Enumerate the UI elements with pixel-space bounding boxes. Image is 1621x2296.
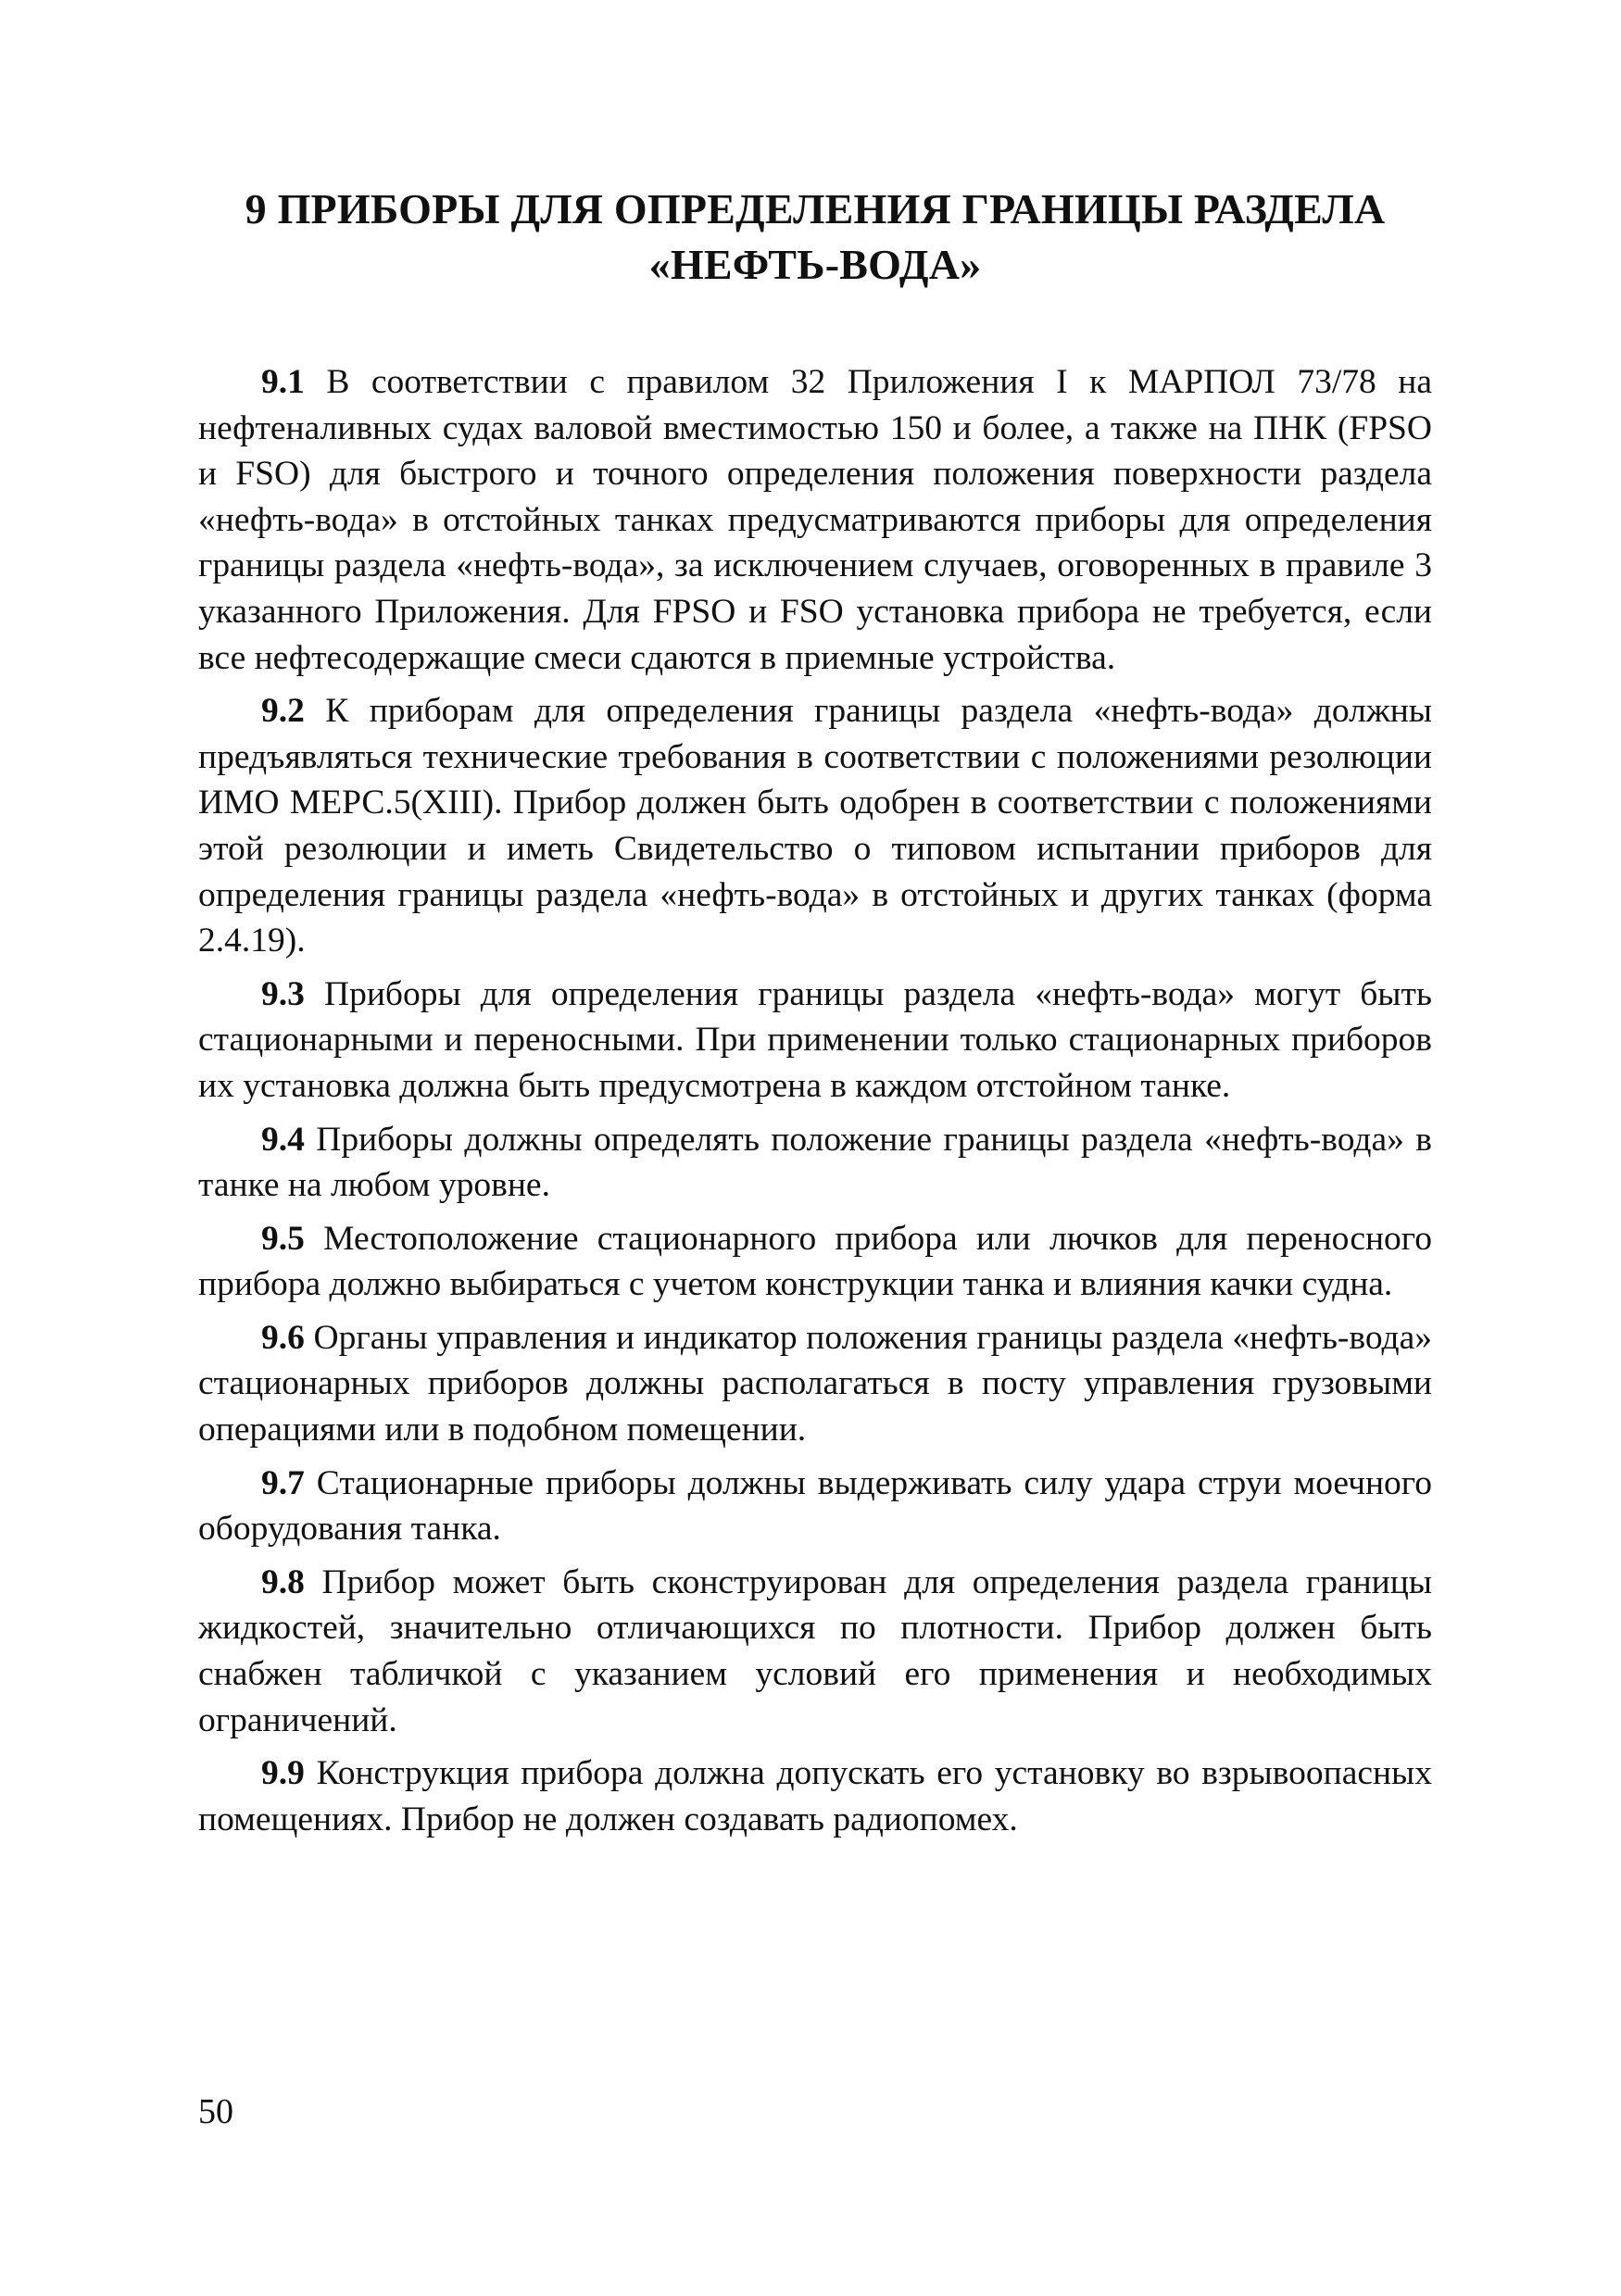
paragraph-number: 9.7 (261, 1463, 305, 1502)
page-number: 50 (198, 2092, 233, 2131)
paragraph-number: 9.2 (261, 692, 305, 731)
paragraph-number: 9.5 (261, 1219, 305, 1258)
paragraph-text: Приборы для определения границы раздела «нефть-вода» могут быть стационарными и переносными. При применении только стационарных приборов их установка должна быть предусмотрена в каждом отстойном танке. (198, 974, 1432, 1105)
section-heading-line-1: 9 ПРИБОРЫ ДЛЯ ОПРЕДЕЛЕНИЯ ГРАНИЦЫ РАЗДЕЛА (245, 185, 1386, 232)
paragraph-text: Конструкция прибора должна допускать его установку во взрывоопасных помещениях. Прибор не должен создавать радиопомех. (198, 1754, 1432, 1838)
section-heading-line-2: «НЕФТЬ-ВОДА» (648, 241, 982, 288)
paragraph-number: 9.9 (261, 1754, 305, 1793)
section-heading (195, 182, 1436, 293)
paragraph-9-2 (198, 688, 1432, 964)
paragraph-9-8 (198, 1560, 1432, 1743)
paragraph-text: В соответствии с правилом 32 Приложения I к МАРПОЛ 73/78 на нефтеналивных судах валовой вместимостью 150 и более, а также на ПНК (FPSO и FSO) для быстрого и точного определения положения поверхности раздела «нефть-вода» в отстойных танках предусматриваются приборы для определения границы раздела «нефть-вода», за исключением случаев, оговоренных в правиле 3 указанного Приложения. Для FPSO и FSO установка прибора не требуется, если все нефтесодержащие смеси сдаются в приемные устройства. (198, 363, 1432, 677)
paragraph-9-7 (198, 1461, 1432, 1552)
paragraph-number: 9.8 (261, 1562, 305, 1601)
paragraph-9-1 (198, 359, 1432, 681)
paragraph-9-5 (198, 1216, 1432, 1308)
paragraph-text: Органы управления и индикатор положения границы раздела «нефть-вода» стационарных приборов должны располагаться в посту управления грузовыми операциями или в подобном помещении. (198, 1318, 1432, 1449)
paragraph-text: Приборы должны определять положение границы раздела «нефть-вода» в танке на любом уровне. (198, 1120, 1432, 1205)
paragraph-text: Местоположение стационарного прибора или лючков для переносного прибора должно выбираться с учетом конструкции танка и влияния качки судна. (198, 1219, 1432, 1304)
paragraph-9-9 (198, 1750, 1432, 1842)
paragraph-number: 9.3 (261, 974, 305, 1013)
paragraph-text: К приборам для определения границы раздела «нефть-вода» должны предъявляться технические требования в соответствии с положениями резолюции ИМО МЕРС.5(XIII). Прибор должен быть одобрен в соответствии с положениями этой резолюции и иметь Свидетельство о типовом испытании приборов для определения границы раздела «нефть-вода» в отстойных и других танках (форма 2.4.19). (198, 692, 1432, 960)
paragraph-number: 9.6 (261, 1318, 305, 1357)
paragraph-9-6 (198, 1315, 1432, 1453)
paragraph-number: 9.4 (261, 1120, 305, 1159)
paragraph-text: Стационарные приборы должны выдерживать силу удара струи моечного оборудования танка. (198, 1463, 1432, 1549)
section-body (198, 359, 1432, 1850)
paragraph-number: 9.1 (261, 363, 305, 401)
paragraph-9-3 (198, 972, 1432, 1110)
paragraph-9-4 (198, 1117, 1432, 1209)
paragraph-text: Прибор может быть сконструирован для определения раздела границы жидкостей, значительно отличающихся по плотности. Прибор должен быть снабжен табличкой с указанием условий его применения и необходимых ограничений. (198, 1562, 1432, 1739)
